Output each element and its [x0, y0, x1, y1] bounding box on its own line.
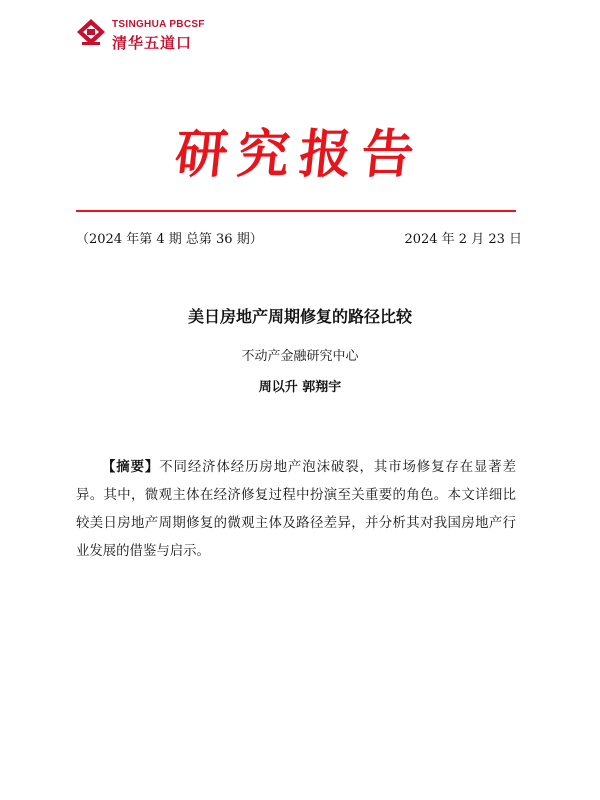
- institution-logo: [76, 18, 236, 52]
- abstract-text: 不同经济体经历房地产泡沫破裂，其市场修复存在显著差异。其中，微观主体在经济修复过程中扮演至关重要的角色。本文详细比较美日房地产周期修复的微观主体及路径差异，并分析其对我国房地产行业发展的借鉴与启示。: [76, 460, 517, 559]
- issue-number: （2024 年第 4 期 总第 36 期）: [76, 232, 263, 247]
- report-type-title: 研究报告: [172, 124, 427, 185]
- pbcsf-emblem-icon: [76, 18, 106, 48]
- header-divider: [76, 210, 516, 212]
- abstract-label: 【摘要】: [102, 460, 160, 475]
- article-title: 美日房地产周期修复的路径比较: [187, 307, 412, 326]
- abstract-paragraph: [76, 454, 516, 566]
- authors: 周以升 郭翔宇: [258, 380, 342, 395]
- logo-english-text: TSINGHUA PBCSF: [112, 19, 205, 30]
- research-center: 不动产金融研究中心: [241, 349, 359, 364]
- logo-chinese-text: 清华五道口: [112, 34, 193, 52]
- publication-date: 2024 年 2 月 23 日: [404, 232, 522, 247]
